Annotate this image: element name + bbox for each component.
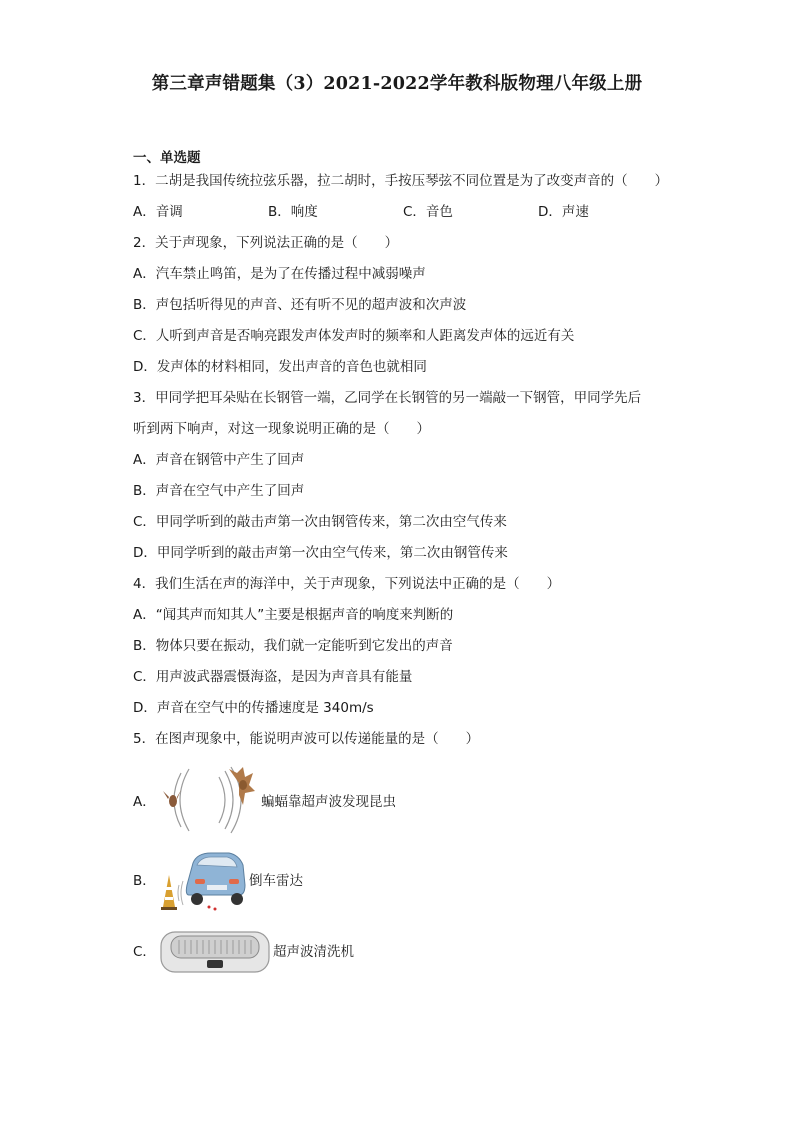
ultrasonic-cleaner-icon [159,924,271,976]
question-3-option-c: C．甲同学听到的敲击声第一次由钢管传来，第二次由空气传来 [133,514,507,530]
question-5-option-b-letter: B． [133,873,156,889]
question-5-stem: 5．在图声现象中，能说明声波可以传递能量的是（ ） [133,731,480,747]
question-1-option-c: C．音色 [403,204,453,220]
question-5-option-a [133,763,673,837]
question-5-option-c-caption: 超声波清洗机 [273,944,354,960]
question-4-option-c: C．用声波武器震慑海盗，是因为声音具有能量 [133,669,413,685]
question-5-option-a-caption: 蝙蝠靠超声波发现昆虫 [261,794,396,810]
question-4-option-b: B．物体只要在振动，我们就一定能听到它发出的声音 [133,638,453,654]
question-3-stem-line-1: 3．甲同学把耳朵贴在长钢管一端，乙同学在长钢管的另一端敲一下钢管，甲同学先后 [133,390,642,406]
question-2-option-b: B．声包括听得见的声音、还有听不见的超声波和次声波 [133,297,467,313]
page-title: 第三章声错题集（3）2021-2022学年教科版物理八年级上册 [151,74,643,94]
question-5-option-c [133,919,673,981]
question-5-option-c-letter: C． [133,944,156,960]
question-list [133,170,673,981]
question-3-option-a: A．声音在钢管中产生了回声 [133,452,305,468]
question-4-option-a: A．“闻其声而知其人”主要是根据声音的响度来判断的 [133,607,454,623]
bat-ultrasound-icon [159,763,259,837]
question-3-stem-line-2: 听到两下响声，对这一现象说明正确的是（ ） [133,421,430,437]
question-1-options [133,201,673,232]
question-5-option-b-caption: 倒车雷达 [249,873,303,889]
question-5-option-b [133,845,673,913]
section-heading: 一、单选题 [133,150,201,166]
car-reversing-radar-icon [159,845,247,913]
question-1-option-d: D．声速 [538,204,589,220]
question-5-option-a-letter: A． [133,794,156,810]
question-4-option-d: D．声音在空气中的传播速度是 340m/s [133,700,374,716]
question-3-option-d: D．甲同学听到的敲击声第一次由空气传来，第二次由钢管传来 [133,545,508,561]
question-2-option-c: C．人听到声音是否响亮跟发声体发声时的频率和人距离发声体的远近有关 [133,328,575,344]
question-4-stem: 4．我们生活在声的海洋中，关于声现象，下列说法中正确的是（ ） [133,576,561,592]
question-2-option-d: D．发声体的材料相同，发出声音的音色也就相同 [133,359,427,375]
question-1-option-b: B．响度 [268,204,318,220]
question-1-option-a: A．音调 [133,204,183,220]
question-2-option-a: A．汽车禁止鸣笛，是为了在传播过程中减弱噪声 [133,266,426,282]
question-2-stem: 2．关于声现象，下列说法正确的是（ ） [133,235,399,251]
question-1-stem: 1．二胡是我国传统拉弦乐器，拉二胡时，手按压琴弦不同位置是为了改变声音的（ ） [133,173,669,189]
question-3-option-b: B．声音在空气中产生了回声 [133,483,305,499]
